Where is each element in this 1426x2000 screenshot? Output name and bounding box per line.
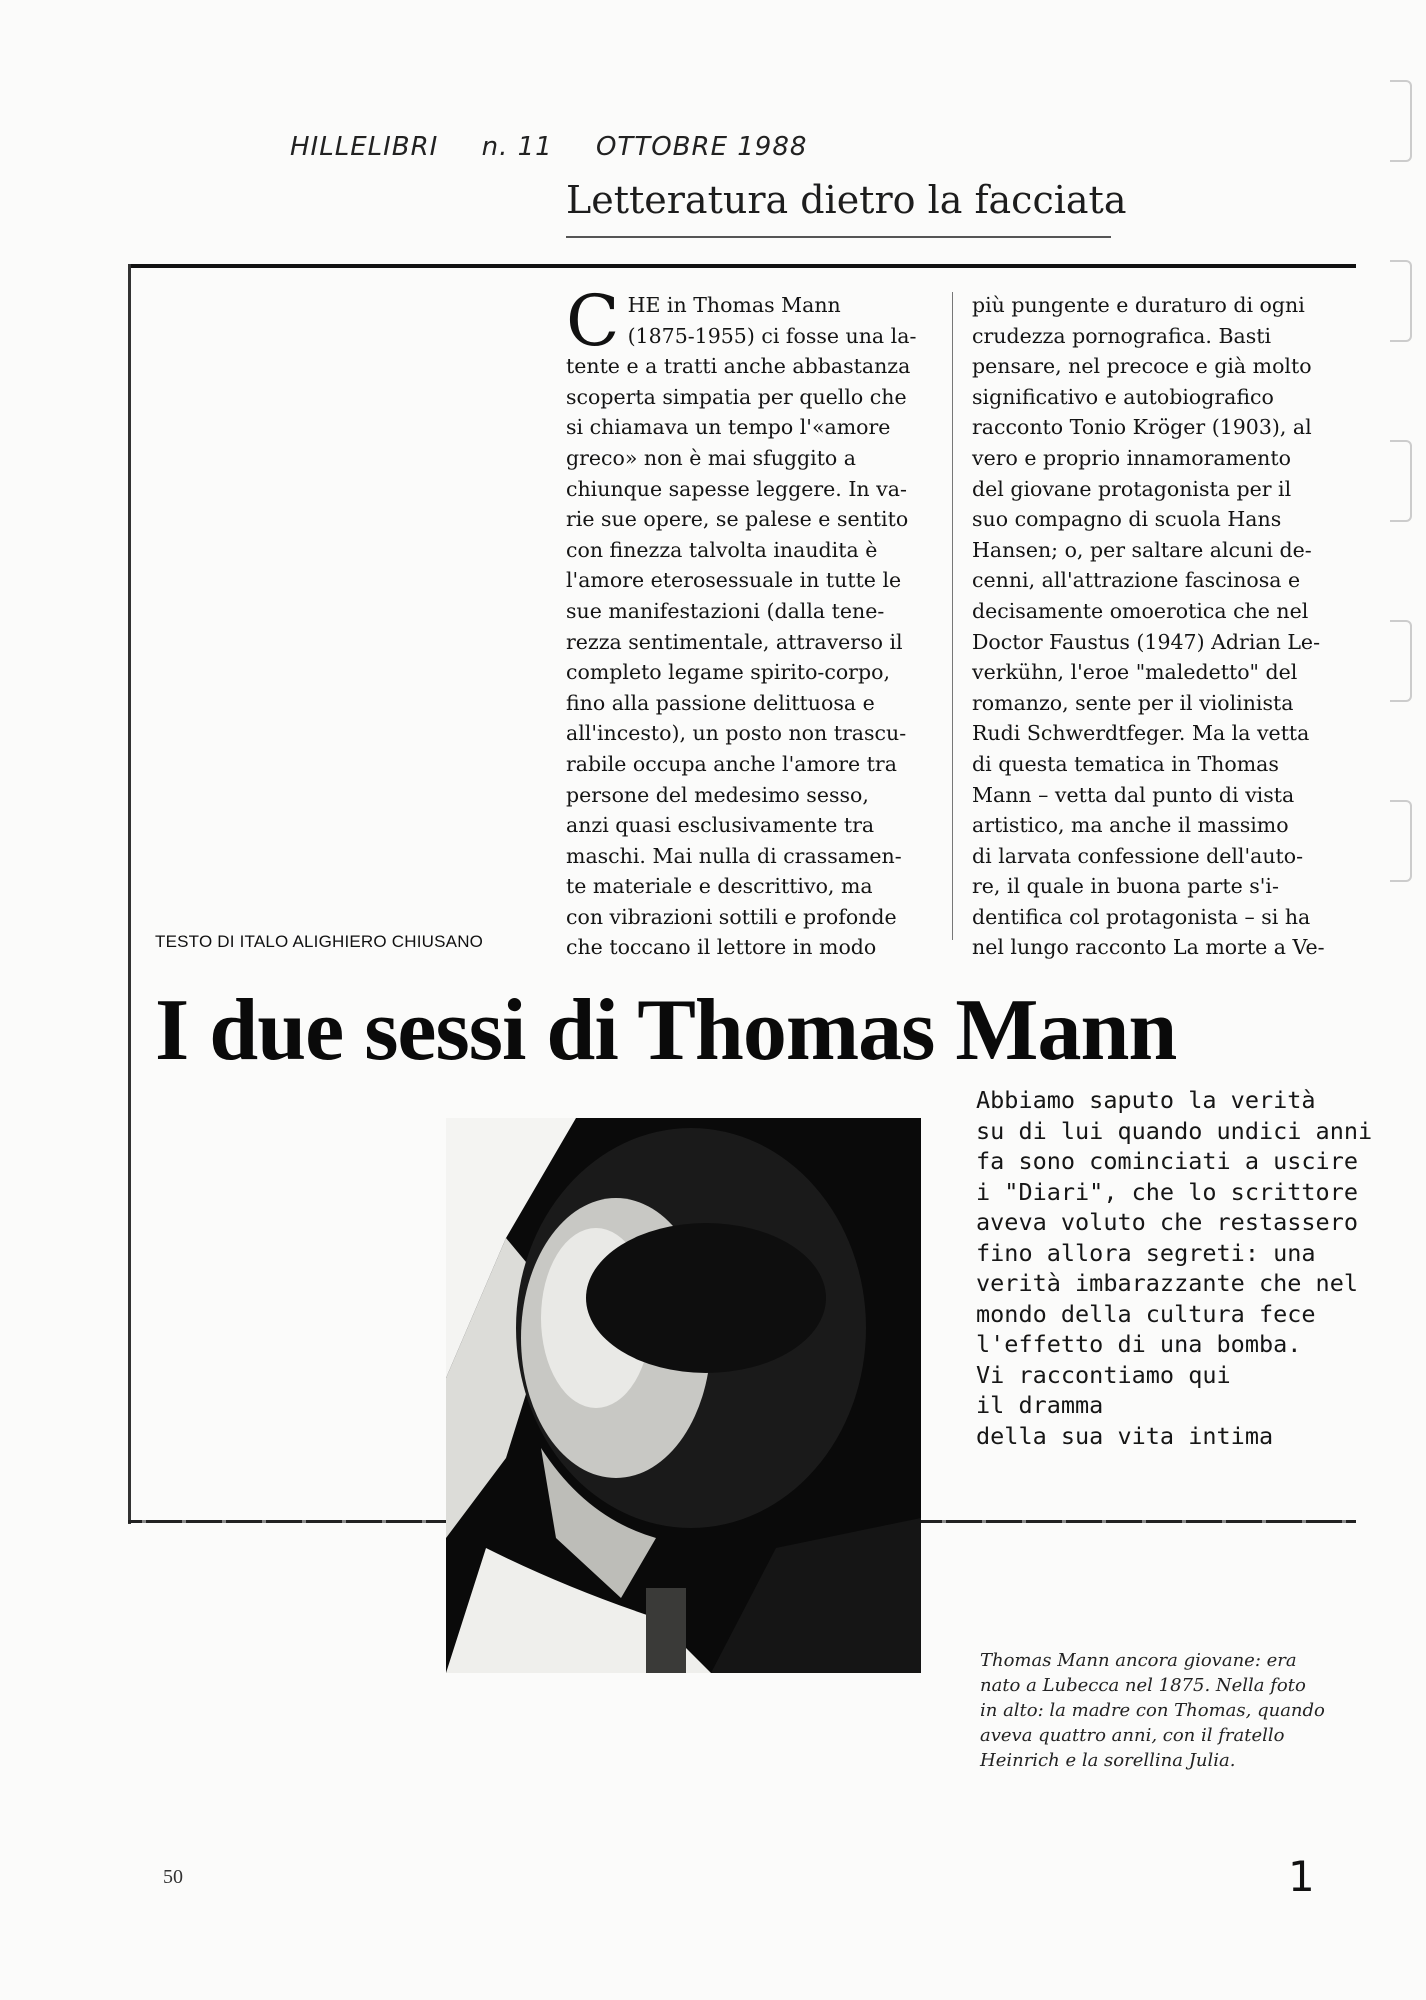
article-line: greco» non è mai sfuggito a <box>566 445 857 470</box>
column-1-text <box>566 280 931 963</box>
article-column-2 <box>972 290 1337 963</box>
article-line: tente e a tratti anche abbastanza <box>566 354 911 379</box>
handwritten-annotation <box>290 132 841 162</box>
caption-line: aveva quattro anni, con il fratello <box>980 1725 1285 1746</box>
photo-caption <box>980 1648 1340 1773</box>
article-line: vero e proprio innamoramento <box>972 445 1291 470</box>
page-number: 50 <box>163 1866 183 1888</box>
standfirst-line: l'effetto di una bomba. <box>976 1330 1302 1358</box>
article-line: rie sue opere, se palese e sentito <box>566 507 909 532</box>
handwritten-page-number: 1 <box>1288 1852 1315 1901</box>
article-line: artistico, ma anche il massimo <box>972 813 1289 838</box>
article-line: si chiamava un tempo l'«amore <box>566 415 891 440</box>
handwritten-publication: HILLELIBRI <box>290 132 439 162</box>
column-2-text <box>972 290 1337 963</box>
binder-tab <box>1390 260 1412 342</box>
article-line: nel lungo racconto La morte a Ve- <box>972 935 1325 960</box>
caption-line: Heinrich e la sorellina Julia. <box>980 1750 1236 1771</box>
article-line: scoperta simpatia per quello che <box>566 384 907 409</box>
article-line: con vibrazioni sottili e profonde <box>566 904 897 929</box>
standfirst-line: fino allora segreti: una <box>976 1238 1316 1267</box>
article-line: re, il quale in buona parte s'i- <box>972 874 1279 899</box>
article-line: crudezza pornografica. Basti <box>972 323 1272 348</box>
article-line: completo legame spirito-corpo, <box>566 660 890 685</box>
article-line: anzi quasi esclusivamente tra <box>566 813 875 838</box>
standfirst-line: mondo della cultura fece <box>976 1299 1316 1328</box>
article-headline: I due sessi di Thomas Mann <box>155 982 1177 1079</box>
article-column-1 <box>566 280 931 963</box>
article-line: romanzo, sente per il violinista <box>972 690 1294 715</box>
article-line: rabile occupa anche l'amore tra <box>566 751 897 776</box>
binder-tab <box>1390 620 1412 702</box>
standfirst-line: verità imbarazzante che nel <box>976 1269 1359 1297</box>
article-line: fino alla passione delittuosa e <box>566 690 875 715</box>
article-line: te materiale e descrittivo, ma <box>566 874 873 899</box>
article-line: persone del medesimo sesso, <box>566 782 869 807</box>
portrait-photo <box>446 1118 921 1673</box>
article-line: rezza sentimentale, attraverso il <box>566 629 903 654</box>
article-line: suo compagno di scuola Hans <box>972 507 1282 532</box>
article-line: più pungente e duraturo di ogni <box>972 293 1305 317</box>
standfirst-line: i "Diari", che lo scrittore <box>976 1177 1359 1206</box>
article-line: con finezza talvolta inaudita è <box>566 537 878 562</box>
article-line: all'incesto), un posto non trascu- <box>566 721 907 746</box>
article-line: decisamente omoerotica che nel <box>972 598 1309 623</box>
article-line: Rudi Schwerdtfeger. Ma la vetta <box>972 721 1310 746</box>
binder-tab <box>1390 80 1412 162</box>
article-line: (1875-1955) ci fosse una la- <box>627 323 917 348</box>
column-divider <box>952 292 953 940</box>
article-line: Doctor Faustus (1947) Adrian Le- <box>972 629 1320 654</box>
standfirst <box>976 1085 1373 1451</box>
binder-tab <box>1390 440 1412 522</box>
standfirst-line: Vi raccontiamo qui <box>976 1360 1231 1389</box>
article-line: pensare, nel precoce e già molto <box>972 354 1312 379</box>
article-line: che toccano il lettore in modo <box>566 935 877 960</box>
frame-top-rule <box>128 264 1356 268</box>
article-line: di questa tematica in Thomas <box>972 751 1279 776</box>
article-line: racconto Tonio Kröger (1903), al <box>972 415 1312 440</box>
standfirst-line: su di lui quando undici anni <box>976 1116 1373 1145</box>
article-line: maschi. Mai nulla di crassamen- <box>566 843 902 868</box>
caption-line: Thomas Mann ancora giovane: era <box>980 1650 1297 1671</box>
standfirst-line: il dramma <box>976 1391 1104 1419</box>
drop-cap: C <box>566 280 620 362</box>
article-line: verkühn, l'eroe "maledetto" del <box>972 660 1298 685</box>
handwritten-issue: n. 11 <box>481 132 553 162</box>
handwritten-date: OTTOBRE 1988 <box>595 132 808 162</box>
caption-line: in alto: la madre con Thomas, quando <box>980 1700 1325 1721</box>
article-line: l'amore eterosessuale in tutte le <box>566 568 902 593</box>
standfirst-line: aveva voluto che restassero <box>976 1208 1359 1236</box>
article-line: sue manifestazioni (dalla tene- <box>566 598 885 623</box>
article-line: di larvata confessione dell'auto- <box>972 843 1304 868</box>
article-line: chiunque sapesse leggere. In va- <box>566 476 907 501</box>
standfirst-line: fa sono cominciati a uscire <box>976 1147 1359 1175</box>
article-line: dentifica col protagonista – si ha <box>972 904 1311 929</box>
author-byline: TESTO DI ITALO ALIGHIERO CHIUSANO <box>155 932 484 951</box>
standfirst-line: Abbiamo saputo la verità <box>976 1086 1316 1114</box>
article-line: Hansen; o, per saltare alcuni de- <box>972 537 1312 562</box>
article-line: Mann – vetta dal punto di vista <box>972 782 1295 807</box>
article-line: del giovane protagonista per il <box>972 476 1292 501</box>
caption-line: nato a Lubecca nel 1875. Nella foto <box>980 1675 1306 1696</box>
article-line: cenni, all'attrazione fascinosa e <box>972 568 1301 593</box>
frame-left-rule <box>128 264 131 1524</box>
article-line: significativo e autobiografico <box>972 384 1274 409</box>
binder-tab <box>1390 800 1412 882</box>
article-line: HE in Thomas Mann <box>627 293 841 317</box>
section-title: Letteratura dietro la facciata <box>566 178 1127 222</box>
standfirst-line: della sua vita intima <box>976 1421 1274 1450</box>
section-title-rule <box>566 236 1111 238</box>
